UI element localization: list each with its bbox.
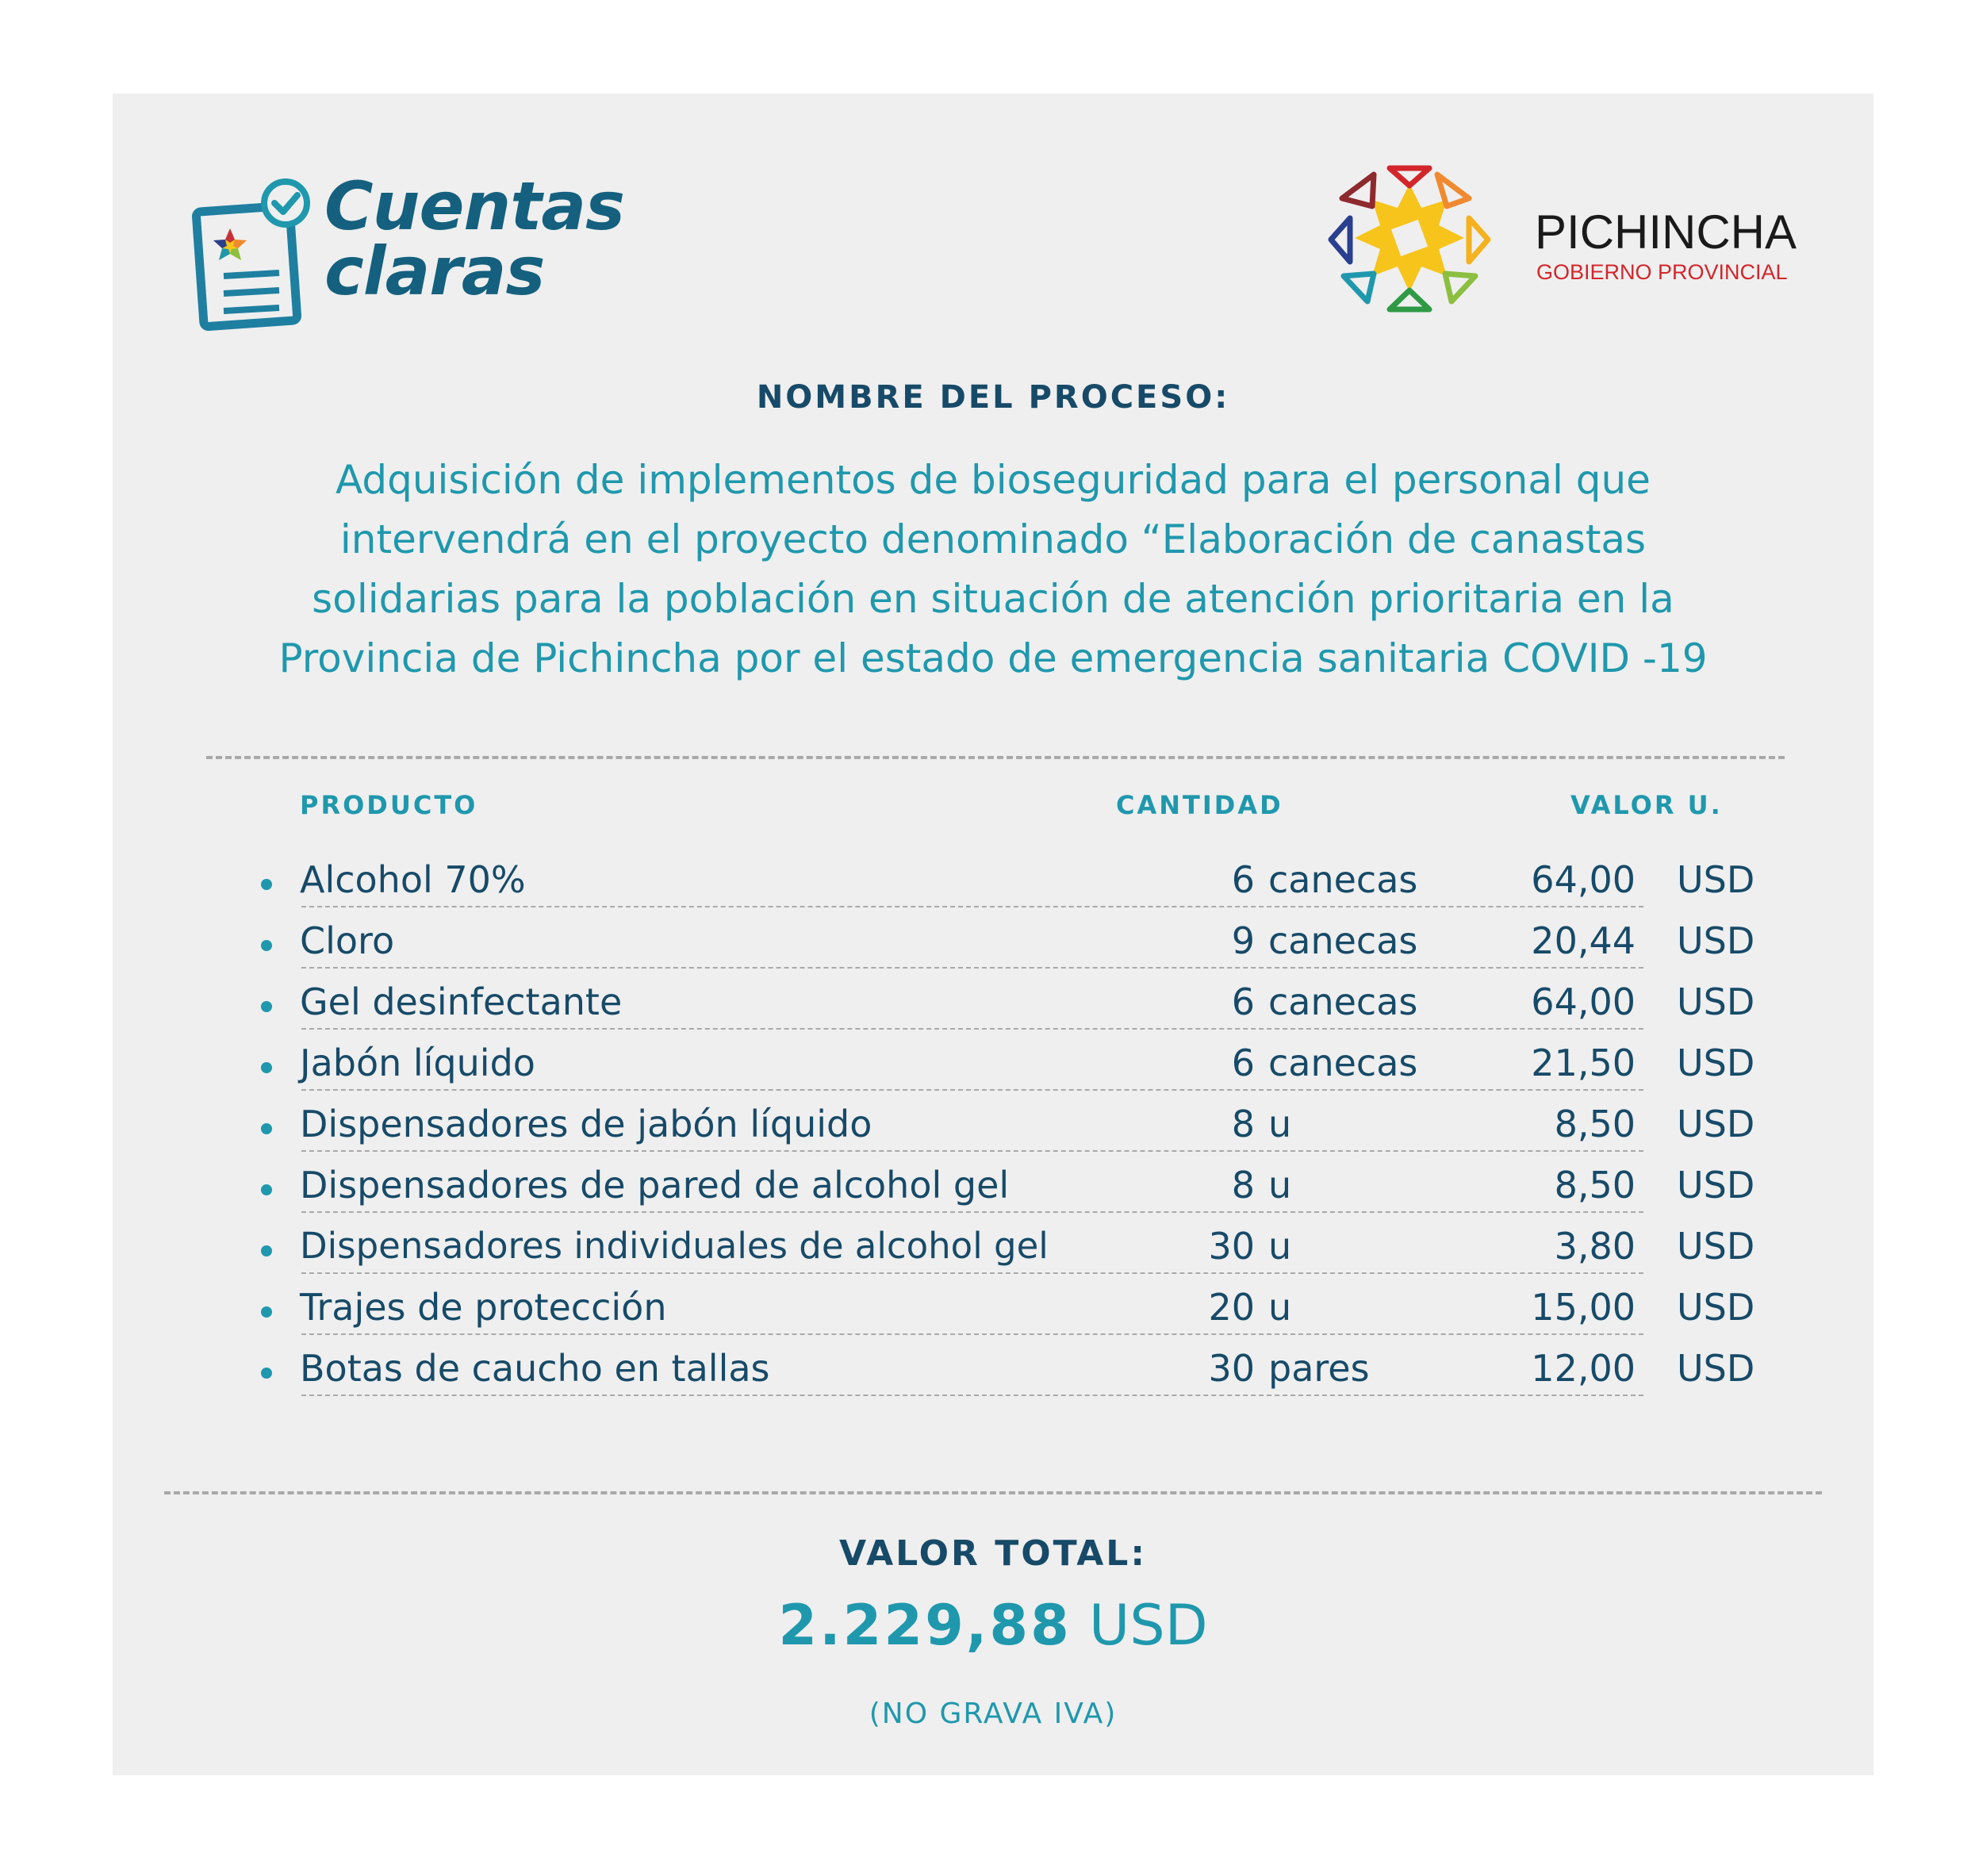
total-amount: 2.229,88: [778, 1593, 1072, 1658]
bullet-icon: [261, 1123, 272, 1134]
product-value: 8,50: [1554, 1103, 1636, 1145]
bullet-icon: [261, 1306, 272, 1318]
cuentas-claras-logo: [192, 167, 652, 340]
product-quantity: 30: [1208, 1225, 1255, 1268]
total-currency: USD: [1089, 1593, 1208, 1658]
product-value: 3,80: [1554, 1225, 1636, 1268]
product-unit: u: [1268, 1103, 1292, 1145]
bullet-icon: [261, 1368, 272, 1379]
product-currency: USD: [1677, 919, 1755, 962]
pichincha-name: PICHINCHA: [1535, 205, 1797, 259]
product-currency: USD: [1677, 980, 1755, 1023]
table-row: [113, 1038, 1873, 1099]
product-name: Alcohol 70%: [300, 858, 526, 901]
product-name: Dispensadores de pared de alcohol gel: [300, 1164, 1010, 1207]
product-name: Dispensadores de jabón líquido: [300, 1103, 872, 1145]
cuentas-logo-text: Cuentas: [324, 167, 625, 245]
row-divider: [301, 1028, 1643, 1030]
header-unit-value: VALOR U.: [1570, 790, 1723, 820]
bullet-icon: [261, 940, 272, 951]
product-value: 64,00: [1531, 858, 1636, 901]
product-value: 20,44: [1531, 919, 1636, 962]
process-heading: NOMBRE DEL PROCESO:: [756, 379, 1230, 416]
product-unit: canecas: [1268, 980, 1418, 1023]
product-name: Cloro: [300, 919, 395, 962]
row-divider: [301, 1395, 1643, 1396]
product-unit: canecas: [1268, 858, 1418, 901]
bullet-icon: [261, 879, 272, 890]
product-value: 12,00: [1531, 1347, 1636, 1390]
process-line: Adquisición de implementos de bioseguridad para el personal que: [336, 457, 1651, 503]
total-value: [113, 1593, 1873, 1658]
product-currency: USD: [1677, 1286, 1755, 1329]
product-currency: USD: [1677, 858, 1755, 901]
header-quantity: CANTIDAD: [1116, 790, 1283, 820]
product-quantity: 6: [1231, 980, 1255, 1023]
table-row: [113, 1222, 1873, 1283]
product-quantity: 6: [1231, 858, 1255, 901]
row-divider: [301, 1089, 1643, 1091]
table-row: [113, 977, 1873, 1038]
product-currency: USD: [1677, 1164, 1755, 1207]
product-value: 15,00: [1531, 1286, 1636, 1329]
product-name: Jabón líquido: [300, 1042, 535, 1084]
product-value: 21,50: [1531, 1042, 1636, 1084]
checklist-icon: [192, 173, 327, 332]
pichincha-subtitle: GOBIERNO PROVINCIAL: [1536, 260, 1788, 284]
table-row: [113, 855, 1873, 916]
product-unit: canecas: [1268, 919, 1418, 962]
product-currency: USD: [1677, 1103, 1755, 1145]
bullet-icon: [261, 1184, 272, 1195]
table-row: [113, 916, 1873, 977]
product-quantity: 8: [1231, 1103, 1255, 1145]
table-row: [113, 1161, 1873, 1222]
product-value: 64,00: [1531, 980, 1636, 1023]
product-quantity: 6: [1231, 1042, 1255, 1084]
product-quantity: 20: [1208, 1286, 1255, 1329]
row-divider: [301, 1150, 1643, 1152]
tax-note: (NO GRAVA IVA): [869, 1698, 1118, 1730]
divider: [206, 756, 1785, 759]
product-quantity: 30: [1208, 1347, 1255, 1390]
process-line: Provincia de Pichincha por el estado de emergencia sanitaria COVID -19: [278, 635, 1708, 681]
row-divider: [301, 1211, 1643, 1213]
product-unit: u: [1268, 1286, 1292, 1329]
product-unit: canecas: [1268, 1042, 1418, 1084]
bullet-icon: [261, 1001, 272, 1012]
product-unit: u: [1268, 1164, 1292, 1207]
row-divider: [301, 1333, 1643, 1335]
process-line: solidarias para la población en situación de atención prioritaria en la: [312, 576, 1674, 622]
product-unit: pares: [1268, 1347, 1370, 1390]
product-name: Trajes de protección: [300, 1286, 667, 1329]
product-quantity: 8: [1231, 1164, 1255, 1207]
row-divider: [301, 967, 1643, 969]
row-divider: [301, 1272, 1643, 1274]
bullet-icon: [261, 1062, 272, 1073]
table-row: [113, 1344, 1873, 1405]
total-heading: VALOR TOTAL:: [839, 1533, 1147, 1574]
info-card: [113, 94, 1873, 1775]
product-quantity: 9: [1231, 919, 1255, 962]
row-divider: [301, 906, 1643, 907]
table-row: [113, 1099, 1873, 1161]
product-name: Dispensadores individuales de alcohol gel: [300, 1225, 1049, 1267]
bullet-icon: [261, 1245, 272, 1256]
product-name: Gel desinfectante: [300, 980, 623, 1023]
product-currency: USD: [1677, 1225, 1755, 1268]
process-line: intervendrá en el proyecto denominado “Elaboración de canastas: [339, 516, 1647, 562]
product-unit: u: [1268, 1225, 1292, 1268]
process-description: [216, 451, 1770, 689]
product-name: Botas de caucho en tallas: [300, 1347, 770, 1390]
product-currency: USD: [1677, 1347, 1755, 1390]
table-row: [113, 1283, 1873, 1344]
product-value: 8,50: [1554, 1164, 1636, 1207]
pichincha-logo: [1318, 151, 1826, 333]
divider: [164, 1491, 1822, 1494]
claras-logo-text: claras: [324, 232, 545, 310]
product-currency: USD: [1677, 1042, 1755, 1084]
pichincha-sun-icon: [1318, 151, 1501, 333]
header-product: PRODUCTO: [300, 790, 478, 820]
